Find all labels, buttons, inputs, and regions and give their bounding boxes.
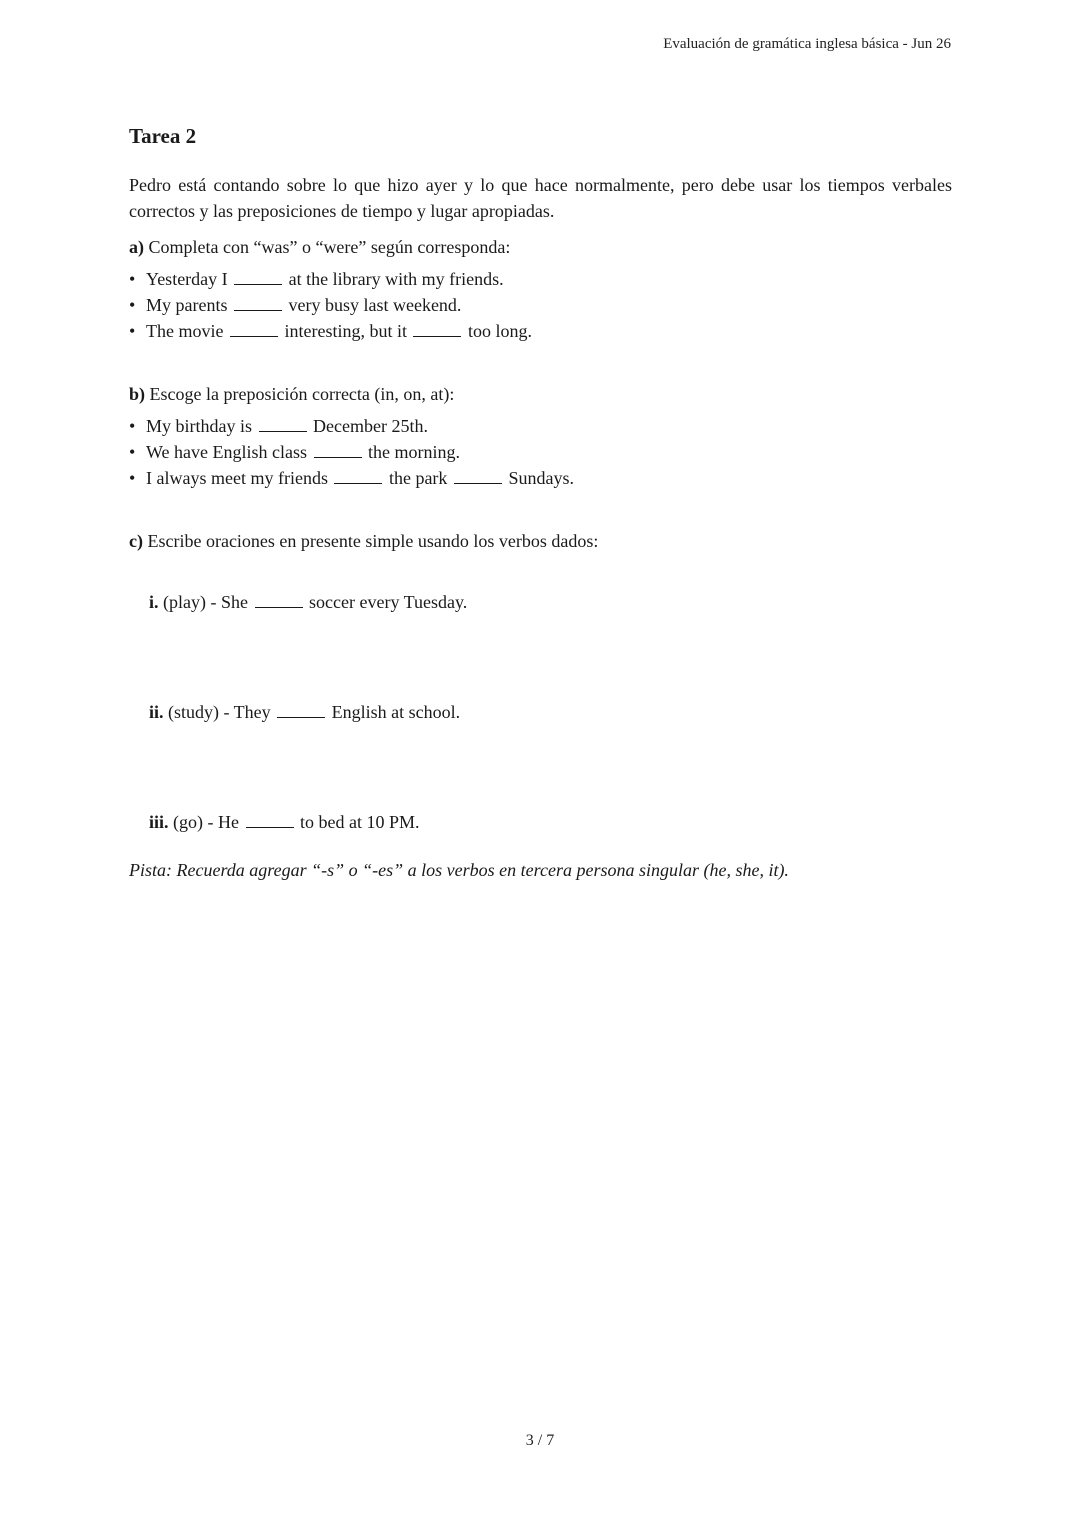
item-text: I always meet my friends bbox=[146, 468, 328, 488]
item-number: i. bbox=[149, 592, 159, 612]
task-intro: Pedro está contando sobre lo que hizo ayer y lo que hace normalmente, pero debe usar los tiempos verbales correctos y las preposiciones de tiempo y lugar apropiadas. bbox=[129, 175, 952, 221]
answer-blank[interactable] bbox=[230, 322, 278, 337]
answer-blank[interactable] bbox=[454, 469, 502, 484]
item-text: the morning. bbox=[368, 442, 461, 462]
item-text: the park bbox=[388, 468, 448, 488]
item-text: (study) - They bbox=[168, 702, 271, 722]
worksheet-content bbox=[129, 122, 952, 883]
section-c-heading bbox=[129, 528, 952, 554]
section-a-letter: a) bbox=[129, 237, 144, 257]
item-text: soccer every Tuesday. bbox=[309, 592, 468, 612]
page-header: Evaluación de gramática inglesa básica - Jun 26 bbox=[663, 36, 951, 52]
list-item bbox=[129, 465, 952, 491]
item-text: The movie bbox=[146, 321, 224, 341]
list-item bbox=[129, 266, 952, 292]
answer-blank[interactable] bbox=[314, 443, 362, 458]
section-b bbox=[129, 381, 952, 491]
page-number: 3 / 7 bbox=[525, 1432, 555, 1449]
section-b-letter: b) bbox=[129, 384, 146, 404]
hint-text: Pista: Recuerda agregar “-s” o “-es” a los verbos en tercera persona singular (he, she, it). bbox=[129, 860, 789, 880]
section-c-list bbox=[129, 589, 952, 835]
item-number: iii. bbox=[149, 812, 169, 832]
answer-blank[interactable] bbox=[246, 813, 294, 828]
answer-blank[interactable] bbox=[234, 296, 282, 311]
item-text: (play) - She bbox=[163, 592, 248, 612]
section-a-list bbox=[129, 266, 952, 344]
item-text: very busy last weekend. bbox=[288, 295, 462, 315]
answer-blank[interactable] bbox=[234, 270, 282, 285]
item-text: too long. bbox=[467, 321, 532, 341]
answer-blank[interactable] bbox=[277, 703, 325, 718]
answer-blank[interactable] bbox=[334, 469, 382, 484]
item-text: December 25th. bbox=[313, 416, 428, 436]
section-a-heading bbox=[129, 234, 952, 260]
item-text: We have English class bbox=[146, 442, 308, 462]
section-b-heading bbox=[129, 381, 952, 407]
item-number: ii. bbox=[149, 702, 164, 722]
section-c bbox=[129, 528, 952, 883]
section-c-letter: c) bbox=[129, 531, 143, 551]
numbered-item bbox=[149, 589, 952, 615]
item-text: (go) - He bbox=[173, 812, 239, 832]
item-text: Sundays. bbox=[508, 468, 574, 488]
answer-blank[interactable] bbox=[413, 322, 461, 337]
section-c-instruction: Escribe oraciones en presente simple usando los verbos dados: bbox=[147, 531, 599, 551]
item-text: interesting, but it bbox=[284, 321, 407, 341]
section-b-list bbox=[129, 413, 952, 491]
numbered-item bbox=[149, 699, 952, 725]
list-item bbox=[129, 413, 952, 439]
item-text: My parents bbox=[146, 295, 228, 315]
list-item bbox=[129, 439, 952, 465]
answer-blank[interactable] bbox=[255, 593, 303, 608]
list-item bbox=[129, 292, 952, 318]
item-text: My birthday is bbox=[146, 416, 252, 436]
section-a bbox=[129, 234, 952, 344]
section-a-instruction: Completa con “was” o “were” según corresponda: bbox=[148, 237, 511, 257]
section-b-instruction: Escoge la preposición correcta (in, on, at): bbox=[149, 384, 455, 404]
item-text: to bed at 10 PM. bbox=[300, 812, 420, 832]
item-text: English at school. bbox=[331, 702, 461, 722]
list-item bbox=[129, 318, 952, 344]
item-text: at the library with my friends. bbox=[288, 269, 504, 289]
task-title: Tarea 2 bbox=[129, 124, 197, 148]
answer-blank[interactable] bbox=[259, 417, 307, 432]
item-text: Yesterday I bbox=[146, 269, 228, 289]
numbered-item bbox=[149, 809, 952, 835]
